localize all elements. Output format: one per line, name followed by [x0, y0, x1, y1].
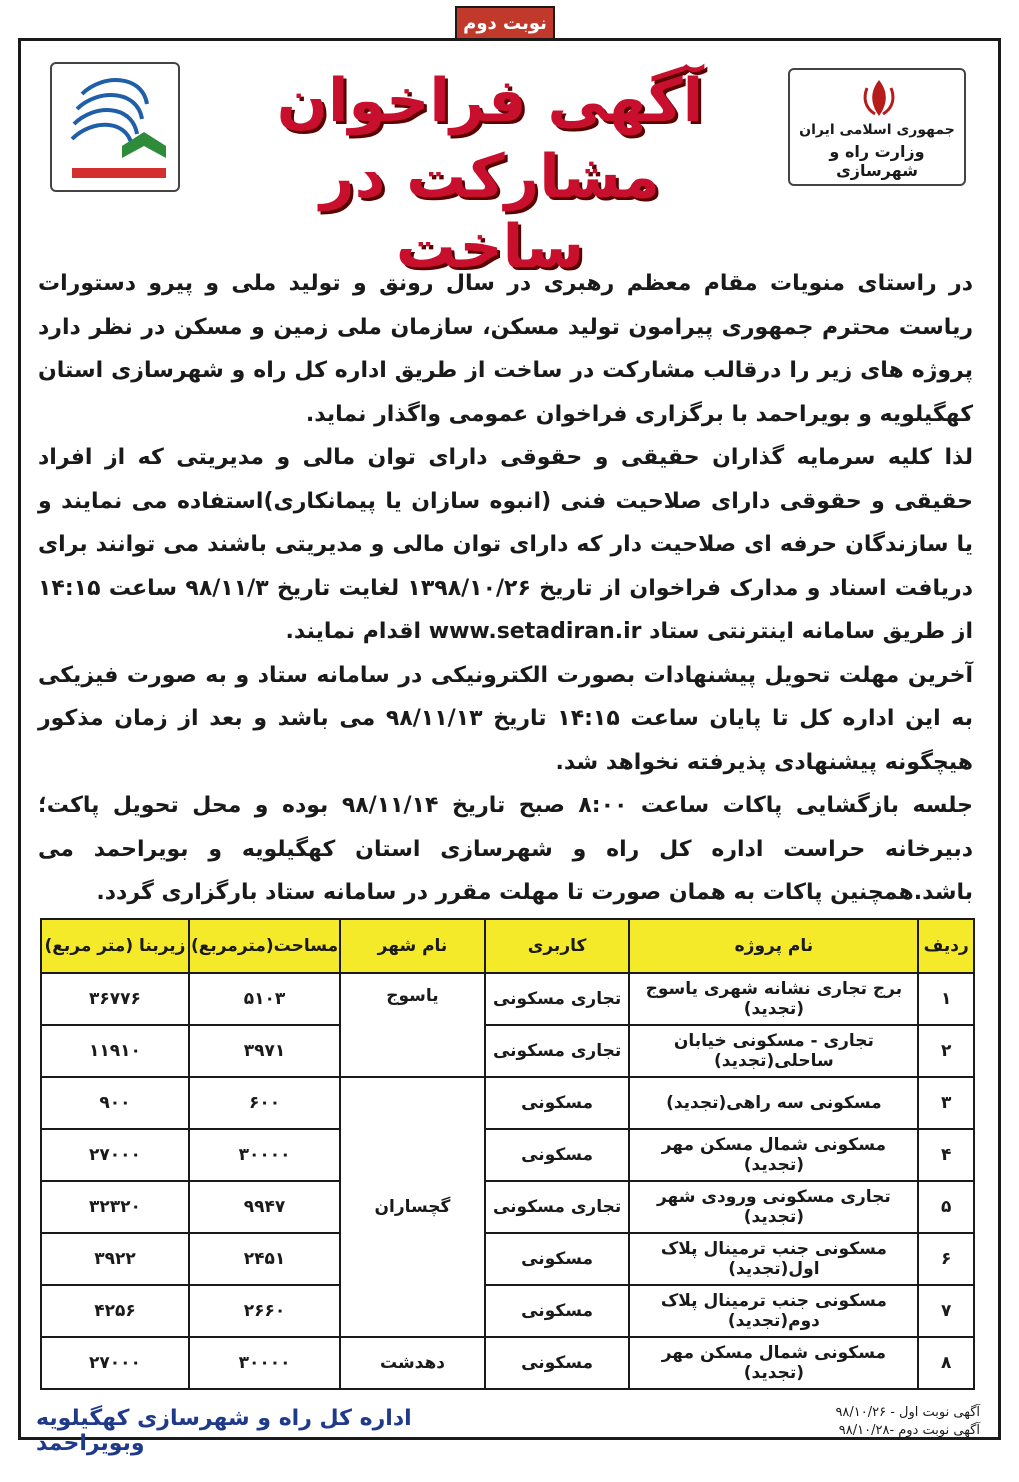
paragraph-investors	[38, 436, 973, 654]
header-city: نام شهر	[340, 919, 485, 973]
row-num: ۳	[918, 1077, 974, 1129]
city-cell-dehdasht: دهدشت	[340, 1337, 485, 1389]
ministry-logo-line1: جمهوری اسلامی ایران	[799, 122, 955, 138]
iran-emblem-icon	[861, 78, 897, 118]
city-cell-yasuj: یاسوج	[340, 973, 485, 1077]
table-row	[41, 1233, 974, 1285]
ministry-logo-line2: وزارت راه و شهرسازی	[829, 142, 925, 180]
row-num: ۱	[918, 973, 974, 1025]
projects-table	[40, 918, 975, 1390]
table-row	[41, 973, 974, 1025]
row-area: ۲۴۵۱	[189, 1233, 340, 1285]
row-built-area: ۱۱۹۱۰	[41, 1025, 189, 1077]
paragraph-investors-start: لذا کلیه سرمایه گذاران حقیقی و حقوقی دارای توان مالی و مدیریتی که از افراد حقیقی و حقوقی دارای صلاحیت فنی (انبوه سازان یا پیمانکاری)استفاده می نمایند و یا سازندگان حرفه ای صلاحیت دار که دارای توان مالی و مدیریتی باشند می توانند برای دریافت اسناد و مدارک فراخوان از تاریخ ۱۳۹۸/۱۰/۲۶ لغایت تاریخ ۹۸/۱۱/۳ ساعت ۱۴:۱۵ از طریق سامانه اینترنتی ستاد	[38, 445, 973, 644]
page-title-line1: آگهی فراخوان	[276, 66, 704, 136]
row-num: ۵	[918, 1181, 974, 1233]
row-project-name: مسکونی سه راهی(تجدید)	[629, 1077, 918, 1129]
row-built-area: ۲۷۰۰۰	[41, 1129, 189, 1181]
row-num: ۷	[918, 1285, 974, 1337]
header-project-name: نام پروژه	[629, 919, 918, 973]
row-project-name: مسکونی شمال مسکن مهر (تجدید)	[629, 1129, 918, 1181]
header-num: ردیف	[918, 919, 974, 973]
row-project-name: مسکونی جنب ترمینال پلاک دوم(تجدید)	[629, 1285, 918, 1337]
row-usage: تجاری مسکونی	[485, 1025, 629, 1077]
table-row	[41, 1077, 974, 1129]
page-title-line2: مشارکت در ساخت	[320, 142, 660, 282]
header-area: مساحت(مترمربع)	[189, 919, 340, 973]
row-usage: مسکونی	[485, 1077, 629, 1129]
header-built-area: زیربنا (متر مربع)	[41, 919, 189, 973]
second-round-date: آگهی نوبت دوم -۹۸/۱۰/۲۸	[838, 1423, 980, 1438]
row-project-name: مسکونی شمال مسکن مهر (تجدید)	[629, 1337, 918, 1389]
table-header-row	[41, 919, 974, 973]
row-usage: مسکونی	[485, 1285, 629, 1337]
row-area: ۲۶۶۰	[189, 1285, 340, 1337]
table-row	[41, 1285, 974, 1337]
row-num: ۴	[918, 1129, 974, 1181]
row-built-area: ۳۹۲۲	[41, 1233, 189, 1285]
row-project-name: برج تجاری نشانه شهری یاسوج (تجدید)	[629, 973, 918, 1025]
first-round-date: آگهی نوبت اول - ۹۸/۱۰/۲۶	[835, 1405, 980, 1420]
issuing-organization: اداره کل راه و شهرسازی کهگیلویه وبویراحمد	[36, 1406, 412, 1456]
row-area: ۳۰۰۰۰	[189, 1337, 340, 1389]
table-row	[41, 1181, 974, 1233]
paragraph-opening: جلسه بازگشایی پاکات ساعت ۸:۰۰ صبح تاریخ ۹۸/۱۱/۱۴ بوده و محل تحویل پاکت؛ دبیرخانه حراست اداره کل راه و شهرسازی استان کهگیلویه و بویراحمد می باشد.همچنین پاکات به همان صورت تا مهلت مقرر در سامانه ستاد بارگزاری گردد.	[38, 793, 974, 905]
row-usage: مسکونی	[485, 1233, 629, 1285]
row-num: ۶	[918, 1233, 974, 1285]
header-usage: کاربری	[485, 919, 629, 973]
city-cell-gachsaran: گچساران	[340, 1077, 485, 1337]
row-built-area: ۹۰۰	[41, 1077, 189, 1129]
row-built-area: ۳۲۳۲۰	[41, 1181, 189, 1233]
row-usage: مسکونی	[485, 1337, 629, 1389]
row-num: ۸	[918, 1337, 974, 1389]
row-project-name: مسکونی جنب ترمینال پلاک اول(تجدید)	[629, 1233, 918, 1285]
row-area: ۳۹۷۱	[189, 1025, 340, 1077]
ministry-logo	[788, 68, 966, 186]
row-built-area: ۴۲۵۶	[41, 1285, 189, 1337]
row-num: ۲	[918, 1025, 974, 1077]
paragraph-intro: در راستای منویات مقام معظم رهبری در سال رونق و تولید ملی و پیرو دستورات ریاست محترم جمهوری پیرامون تولید مسکن، سازمان ملی زمین و مسکن در نظر دارد پروژه های زیر را درقالب مشارکت در ساخت از طریق اداره کل راه و شهرسازی استان کهگیلویه و بویراحمد با برگزاری فراخوان عمومی واگذار نماید.	[38, 271, 973, 427]
row-project-name: تجاری - مسکونی خیابان ساحلی(تجدید)	[629, 1025, 918, 1077]
row-area: ۵۱۰۳	[189, 973, 340, 1025]
row-area: ۳۰۰۰۰	[189, 1129, 340, 1181]
housing-organization-logo	[50, 62, 180, 192]
paragraph-investors-end: اقدام نمایند.	[285, 619, 422, 644]
row-usage: تجاری مسکونی	[485, 973, 629, 1025]
paragraph-deadline: آخرین مهلت تحویل پیشنهادات بصورت الکترونیکی در سامانه ستاد و به صورت فیزیکی به این اداره کل تا پایان ساعت ۱۴:۱۵ تاریخ ۹۸/۱۱/۱۳ می باشد و بعد از زمان مذکور هیچگونه پیشنهادی پذیرفته نخواهد شد.	[38, 662, 973, 775]
row-area: ۶۰۰	[189, 1077, 340, 1129]
row-project-name: تجاری مسکونی ورودی شهر (تجدید)	[629, 1181, 918, 1233]
row-usage: مسکونی	[485, 1129, 629, 1181]
row-usage: تجاری مسکونی	[485, 1181, 629, 1233]
housing-logo-icon	[52, 64, 178, 190]
row-built-area: ۲۷۰۰۰	[41, 1337, 189, 1389]
row-area: ۹۹۴۷	[189, 1181, 340, 1233]
table-row	[41, 1129, 974, 1181]
setadiran-link[interactable]: www.setadiran.ir	[428, 619, 642, 644]
notice-body	[38, 262, 973, 915]
table-row	[41, 1025, 974, 1077]
publication-dates	[780, 1404, 980, 1440]
round-badge: نوبت دوم	[455, 6, 555, 40]
table-row	[41, 1337, 974, 1389]
row-built-area: ۳۶۷۷۶	[41, 973, 189, 1025]
